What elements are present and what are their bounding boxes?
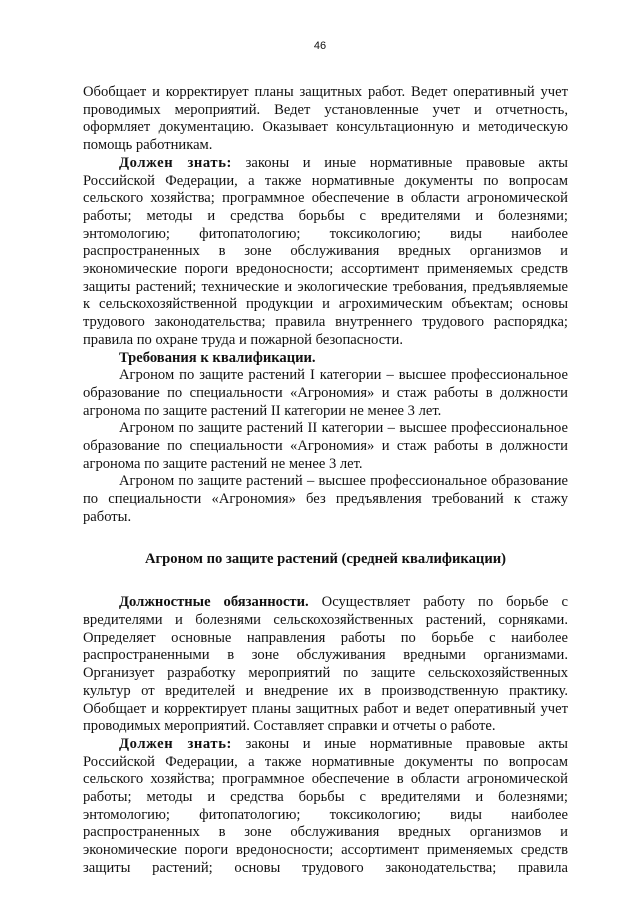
qualification-heading: Требования к квалификации. — [119, 349, 316, 366]
must-know-text-2: законы и иные нормативные правовые акты Российской Федерации, а также нормативные документы по вопросам сельского хозяйства; программное обеспечение в области агрономической работы; методы и средства борьбы с вредителями и болезнями; энтомологию; фитопатологию; токсикологию; виды наиболее распространенных в зоне обслуживания вредных организмов и экономические пороги вредоносности; ассортимент применяемых средств защиты растений; основы трудового законодательства; правила — [83, 735, 568, 876]
page-number: 46 — [313, 40, 327, 52]
duties-label: Должностные обязанности. — [119, 594, 309, 611]
qualification-no-category: Агроном по защите растений – высшее профессиональное образование по специальности «Агрономия» без предъявления требований к стажу работы. — [83, 473, 568, 525]
paragraph-duties — [83, 594, 568, 736]
document-body — [83, 84, 568, 895]
paragraph-must-know-2 — [83, 736, 568, 895]
paragraph-duties-end: Обобщает и корректирует планы защитных работ. Ведет оперативный учет проводимых мероприятий. Ведет установленные учет и отчетность, оформляет документацию. Оказывает консультационную и методическую помощь работникам. — [83, 84, 568, 154]
paragraph-must-know — [83, 155, 568, 350]
must-know-label: Должен знать: — [119, 154, 232, 171]
must-know-text: законы и иные нормативные правовые акты Российской Федерации, а также нормативные документы по вопросам сельского хозяйства; программное обеспечение в области агрономической работы; методы и средства борьбы с вредителями и болезнями; энтомологию; фитопатологию; токсикологию; виды наиболее распространенных в зоне обслуживания вредных организмов и экономические пороги вредоносности; ассортимент применяемых средств защиты растений; технические и экологические требования, предъявляемые к сельскохозяйственной продукции и агрохимическим объектам; основы трудового законодательства; правила внутреннего трудового распорядка; правила по охране труда и пожарной безопасности. — [83, 154, 568, 348]
duties-text: Осуществляет работу по борьбе с вредителями и болезнями сельскохозяйственных растений, сорняками. Определяет основные направления работы по борьбе с наиболее распространенными в зоне обслуживания вредными организмами. Организует разработку мероприятий по защите сельскохозяйственных культур от вредителей и внедрение их в производственную практику. Обобщает и корректирует планы защитных работ и ведет оперативный учет проводимых мероприятий. Составляет справки и отчеты о работе. — [83, 594, 568, 735]
qualification-category-2: Агроном по защите растений II категории – высшее профессиональное образование по специальности «Агрономия» и стаж работы в должности агронома по защите растений не менее 3 лет. — [83, 420, 568, 472]
must-know-label-2: Должен знать: — [119, 735, 232, 752]
section-title: Агроном по защите растений (средней квалификации) — [145, 550, 506, 567]
qualification-category-1: Агроном по защите растений I категории – высшее профессиональное образование по специальности «Агрономия» и стаж работы в должности агронома по защите растений II категории не менее 3 лет. — [83, 367, 568, 419]
